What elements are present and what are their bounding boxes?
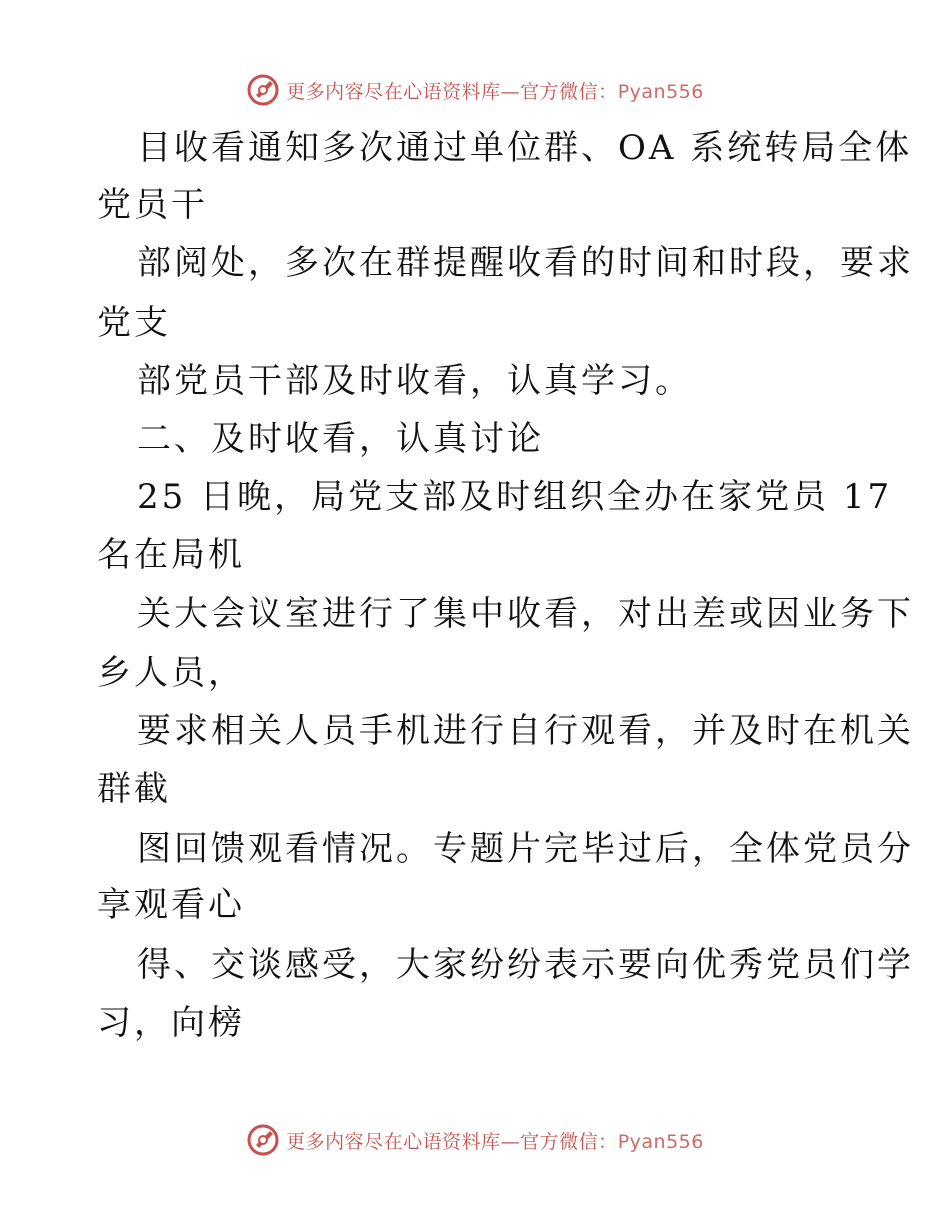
body-line: 党支 [97, 303, 171, 343]
header-text [286, 77, 704, 104]
body-line: 习，向榜 [97, 1003, 245, 1043]
body-line: 目收看通知多次通过单位群、OA 系统转局全体 [137, 128, 913, 168]
body-line: 党员干 [97, 185, 208, 225]
footer-wechat-label: 官方微信： [520, 1130, 618, 1153]
header-banner [0, 70, 950, 110]
footer-brand: 更多内容尽在心语资料库 [286, 1130, 501, 1153]
footer-wechat-id: Pyan556 [617, 1130, 704, 1153]
body-line: 要求相关人员手机进行自行观看，并及时在机关 [137, 711, 914, 751]
body-line: 关大会议室进行了集中收看，对出差或因业务下 [137, 594, 914, 634]
body-line: 部党员干部及时收看，认真学习。 [137, 361, 692, 401]
body-line: 享观看心 [97, 885, 245, 925]
footer-dash: — [500, 1130, 521, 1153]
body-line: 名在局机 [97, 535, 245, 575]
brand-logo-icon [246, 1123, 280, 1157]
body-line: 二、及时收看，认真讨论 [137, 419, 544, 459]
body-line: 图回馈观看情况。专题片完毕过后，全体党员分 [137, 829, 914, 869]
body-line: 得、交谈感受，大家纷纷表示要向优秀党员们学 [137, 945, 914, 985]
body-line: 25 日晚，局党支部及时组织全办在家党员 17 [137, 477, 893, 517]
header-dash: — [500, 80, 521, 103]
body-line: 群截 [97, 769, 171, 809]
body-line: 部阅处，多次在群提醒收看的时间和时段，要求 [137, 243, 914, 283]
body-line: 乡人员， [97, 653, 245, 693]
brand-logo-icon [246, 73, 280, 107]
footer-text [286, 1127, 704, 1154]
footer-banner [0, 1120, 950, 1160]
header-brand: 更多内容尽在心语资料库 [286, 80, 501, 103]
header-wechat-id: Pyan556 [617, 80, 704, 103]
header-wechat-label: 官方微信： [520, 80, 618, 103]
